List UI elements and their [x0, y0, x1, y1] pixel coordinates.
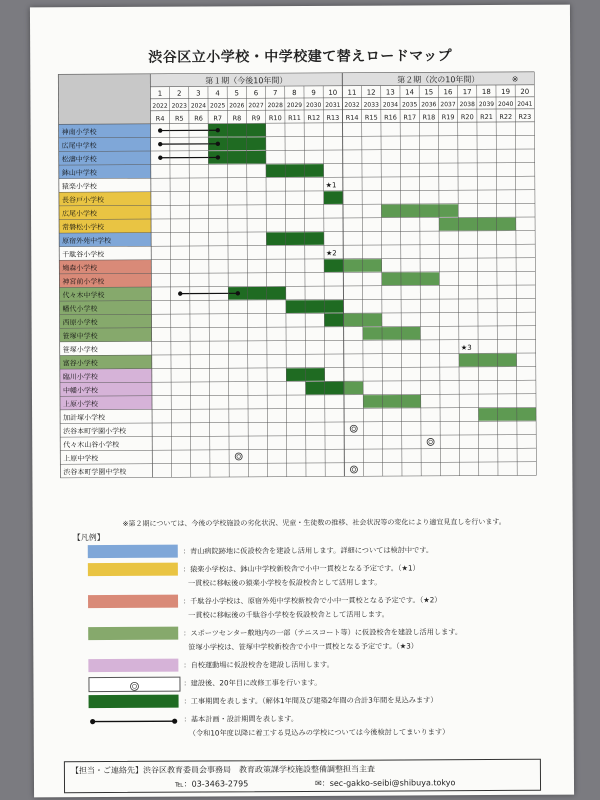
header-number: 12 [366, 88, 376, 97]
header-reiwa: R13 [326, 113, 340, 122]
school-name: 代々木山谷小学校 [63, 440, 120, 450]
header-year: 2032 [344, 101, 360, 109]
footnote: ※第２期については、今後の学校施設の劣化状況、児童・生徒数の推移、社会状況等の変化により適宜見直しを行います。 [122, 517, 506, 528]
construction-bar [286, 300, 344, 313]
construction-bar [324, 259, 343, 272]
header-year: 2034 [382, 101, 399, 109]
period2-mark: ※ [511, 74, 519, 84]
legend-text: ：猿楽小学校は、鉢山中学校新校舎で小中一貫校となる予定です。（★1） [182, 563, 420, 574]
legend-swatch-design-line [89, 713, 179, 726]
period1-label: 第１期（今後10年間） [205, 76, 288, 86]
header-number: 14 [405, 88, 415, 97]
construction-bar [363, 327, 421, 340]
school-name: 笹塚中学校 [62, 332, 98, 341]
header-year: 2033 [363, 101, 379, 109]
legend-text: ：千駄谷小学校は、原宿外苑中学校新校舎で小中一貫校となる予定です。（★2） [183, 595, 442, 606]
header-year: 2022 [152, 102, 168, 110]
school-name: 鉢山中学校 [61, 168, 97, 178]
design-line-symbol [89, 715, 179, 728]
header-reiwa: R4 [155, 114, 165, 123]
header-year: 2039 [478, 100, 495, 109]
header-corner [58, 74, 150, 124]
design-end-dot [216, 142, 220, 146]
header-reiwa: R16 [384, 113, 397, 122]
header-number: 8 [292, 89, 297, 98]
header-reiwa: R20 [460, 113, 474, 122]
header-year: 2027 [248, 102, 264, 110]
design-start-dot [158, 156, 162, 160]
header-year: 2025 [209, 102, 226, 110]
period2-label: 第２期（次の10年間） [397, 75, 480, 85]
grid-line [60, 475, 536, 477]
grid-line [60, 448, 536, 450]
header-number: 2 [176, 89, 182, 98]
header-year: 2026 [229, 102, 245, 110]
header-reiwa: R15 [364, 113, 378, 122]
header-number: 6 [253, 89, 259, 98]
construction-bar [478, 408, 536, 421]
header-number: 11 [347, 88, 357, 97]
school-name: 猿楽小学校 [61, 182, 97, 191]
legend-text: （令和10年度以降に着工する見込みの学校については今後検討してまいります） [188, 727, 450, 738]
legend-swatch-pink [88, 659, 178, 672]
star-mark: ★3 [460, 343, 472, 352]
grid-line [477, 85, 479, 476]
school-name: 長谷戸小学校 [61, 196, 104, 205]
header-number: 15 [424, 88, 434, 97]
header-year: 2028 [267, 102, 283, 110]
renovation-circle-inner [429, 440, 433, 444]
legend-swatch-salmon [88, 595, 178, 608]
construction-bar [344, 382, 363, 395]
document-page [30, 5, 574, 798]
school-name: 西原小学校 [62, 318, 98, 327]
grid-line [60, 462, 536, 464]
legend-text: ：基本計画・設計期間を表します。 [183, 714, 299, 724]
school-name: 神南小学校 [61, 128, 97, 137]
legend-text: ：建設後、20年目に改修工事を行います。 [183, 677, 322, 688]
legend-text: ：工事期間を表します。（解体1年間及び建築2年間の合計3年間を見込みます） [183, 695, 438, 706]
header-year: 2037 [440, 101, 456, 109]
legend-title: 【凡例】 [72, 533, 105, 543]
header-reiwa: R6 [194, 114, 203, 123]
renovation-circle [427, 438, 434, 445]
renovation-symbol [89, 680, 179, 693]
legend-text: ：スポーツセンター敷地内の一部（テニスコート等）に仮設校舎を建設し活用します。 [183, 627, 463, 638]
header-reiwa: R14 [345, 113, 359, 122]
header-reiwa: R18 [422, 113, 436, 122]
header-number: 17 [462, 88, 472, 97]
school-name: 渋谷本町学園中学校 [63, 468, 127, 477]
header-year: 2040 [497, 100, 514, 108]
header-number: 18 [481, 88, 491, 97]
header-year: 2029 [286, 101, 303, 110]
legend-swatch-darkgreen [89, 695, 179, 708]
renovation-circle [235, 453, 242, 460]
grid-line [342, 73, 344, 477]
header-number: 19 [501, 87, 511, 96]
school-name: 神宮前小学校 [62, 277, 105, 286]
renovation-circle-inner [352, 468, 356, 472]
legend-text: 一貫校に移転後の猿楽小学校を仮設校舎として活用します。 [187, 577, 382, 588]
construction-bar [324, 191, 343, 204]
legend-swatch-lightgreen [88, 627, 178, 640]
school-name: 千駄谷小学校 [62, 250, 105, 259]
header-year: 2031 [325, 101, 341, 109]
header-number: 4 [215, 89, 220, 98]
header-number: 3 [196, 89, 201, 98]
school-name: 広尾中学校 [61, 141, 97, 150]
design-end-dot [236, 291, 240, 295]
grid-line [458, 85, 460, 476]
header-reiwa: R9 [251, 114, 261, 123]
header-year: 2038 [459, 101, 475, 109]
school-name: 広尾小学校 [61, 209, 98, 218]
school-name: 松濤中学校 [61, 155, 97, 164]
page-title: 渋谷区立小学校・中学校建て替えロードマップ [148, 48, 453, 66]
contact-tel: ℡：03-3463-2795 [174, 779, 249, 789]
header-reiwa: R19 [441, 113, 455, 122]
renovation-circle-inner [352, 427, 356, 431]
header-reiwa: R5 [174, 114, 184, 123]
construction-bar [382, 272, 440, 285]
header-number: 5 [234, 89, 240, 98]
contact-box [64, 759, 541, 793]
legend-swatch-yellow [88, 563, 178, 576]
school-name: 中幡小学校 [62, 386, 98, 395]
header-number: 10 [328, 88, 338, 97]
renovation-circle-inner [237, 455, 241, 459]
header-reiwa: R21 [480, 112, 493, 122]
legend-text: ：自校運動場に仮設校舎を建設し活用します。 [183, 659, 334, 670]
grid-line [266, 86, 268, 477]
header-year: 2024 [190, 102, 207, 110]
header-year: 2030 [305, 101, 322, 109]
header-number: 20 [520, 87, 530, 96]
grid-line [170, 87, 172, 478]
legend-swatch-blue [88, 545, 178, 558]
header-reiwa: R17 [403, 113, 417, 122]
header-number: 9 [311, 88, 316, 97]
legend-text: ：青山病院跡地に仮設校舎を建設し活用します。詳細については検討中です。 [182, 545, 434, 556]
header-year: 2036 [421, 101, 437, 109]
star-mark: ★1 [325, 181, 337, 190]
construction-bar [266, 164, 324, 177]
design-end-dot [216, 155, 220, 159]
construction-bar [363, 395, 421, 408]
grid-line [362, 86, 364, 477]
school-name: 笹塚小学校 [62, 345, 98, 354]
legend-swatch-renovation [88, 677, 180, 692]
grid-line [60, 435, 536, 437]
star-mark: ★2 [326, 249, 337, 258]
school-name: 代々木中学校 [62, 291, 105, 300]
school-name: 渋谷本町学園小学校 [63, 427, 127, 436]
header-number: 1 [157, 89, 163, 98]
header-reiwa: R22 [499, 112, 513, 121]
roadmap-table [30, 5, 573, 518]
header-year: 2023 [171, 102, 187, 110]
grid-line [189, 87, 191, 478]
renovation-circle [350, 425, 357, 432]
legend-text: 一貫校に移転後の千駄谷小学校を仮設校舎として活用します。 [188, 609, 389, 620]
school-name: 上原中学校 [63, 454, 99, 463]
school-name: 臨川小学校 [62, 372, 98, 382]
school-name: 原宿外苑中学校 [62, 236, 112, 246]
header-reiwa: R7 [213, 114, 223, 123]
header-number: 7 [272, 89, 278, 98]
design-start-dot [158, 142, 162, 146]
grid-line [59, 190, 535, 192]
header-reiwa: R23 [518, 112, 532, 121]
design-end-dot [216, 128, 220, 132]
grid-line [60, 421, 536, 423]
school-name: 上原小学校 [62, 400, 99, 409]
contact-mail: ✉：sec-gakko-seibi@shibuya.tokyo [314, 778, 456, 788]
construction-bar [459, 354, 517, 367]
school-name: 富谷小学校 [62, 359, 98, 368]
header-number: 16 [443, 88, 453, 97]
grid-line [59, 258, 535, 260]
grid-line [304, 86, 306, 477]
renovation-circle [350, 466, 357, 473]
legend-text: 笹塚小学校は、笹塚中学校新校舎で小中一貫校となる予定です。（★3） [188, 641, 418, 652]
school-name: 常磐松小学校 [62, 223, 105, 232]
construction-bar [324, 314, 343, 327]
header-year: 2041 [517, 100, 533, 108]
school-name: 幡代小学校 [62, 304, 98, 314]
header-number: 13 [385, 88, 395, 97]
header-reiwa: R12 [307, 113, 321, 122]
construction-bar [266, 232, 324, 245]
school-name: 加計塚小学校 [63, 413, 106, 422]
design-start-dot [178, 291, 182, 295]
contact-label: 【担当・ご連絡先】渋谷区教育委員会事務局 教育政策課学校施設整備調整担当主査 [70, 764, 375, 776]
header-reiwa: R10 [268, 114, 282, 123]
grid-line [285, 86, 287, 477]
header-reiwa: R11 [288, 114, 301, 123]
header-year: 2035 [401, 101, 418, 109]
design-start-dot [158, 128, 162, 132]
grid-line [323, 86, 325, 477]
header-reiwa: R8 [232, 114, 242, 123]
school-name: 鳩森小学校 [62, 264, 98, 273]
